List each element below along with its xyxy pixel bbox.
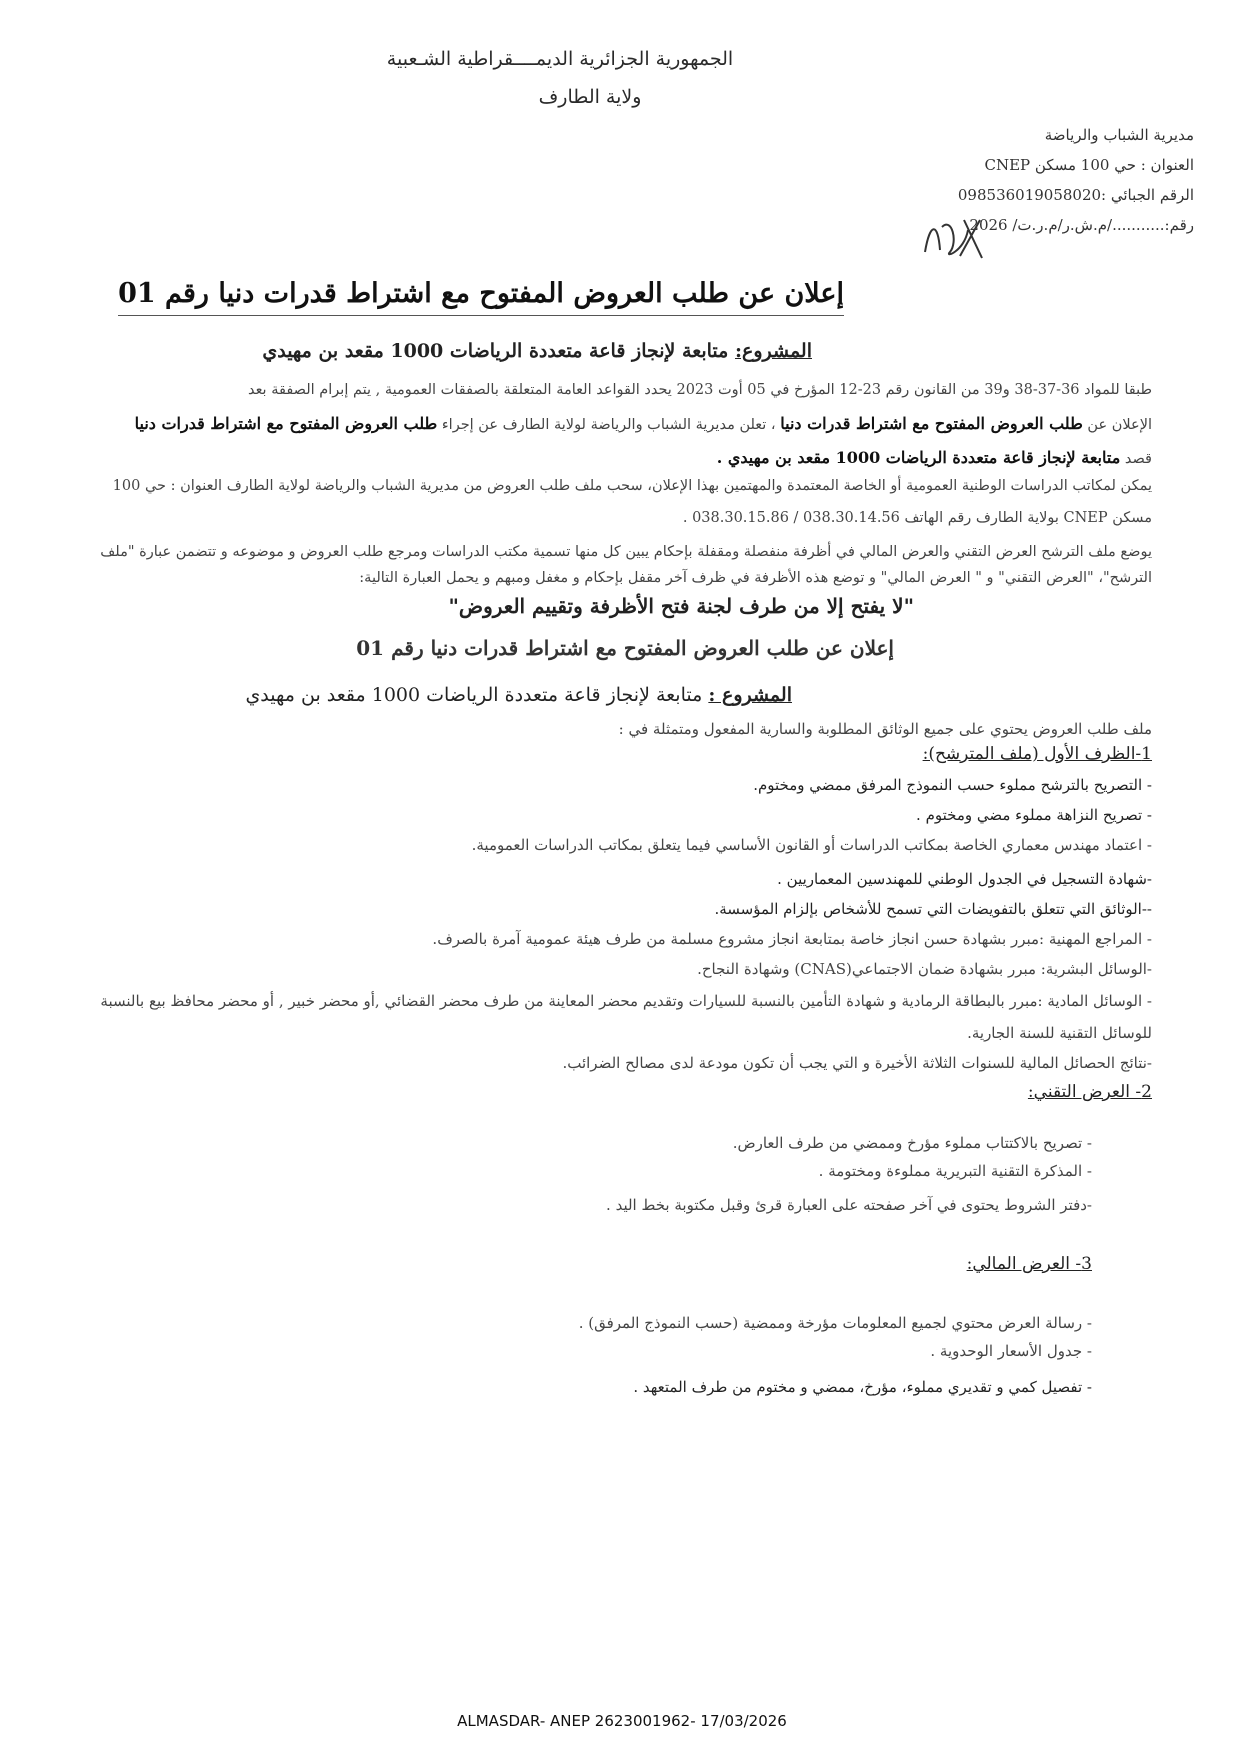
repeat-project-line (245, 684, 792, 706)
section1-item-7: -الوسائل البشرية: مبرر بشهادة ضمان الاجتماعي(CNAS) وشهادة النجاح. (697, 960, 1152, 978)
para2-line1: يمكن لمكاتب الدراسات الوطنية العمومية أو الخاصة المعتمدة والمهتمين بهذا الإعلان، سحب ملف طلب العروض من مديرية الشباب والرياضة لولاية الطارف العنوان : حي 100 (112, 478, 1152, 494)
para1-line2 (135, 414, 1152, 434)
para1-line3-text-a: قصد (1120, 451, 1152, 467)
section1-item-9: للوسائل التقنية للسنة الجارية. (967, 1024, 1152, 1042)
reference-number: رقم:.........../م.ش.ر/م.ر.ت/ 2026 (969, 216, 1194, 234)
repeat-project-label: المشروع : (708, 684, 792, 706)
section3-item-3: - تفصيل كمي و تقديري مملوء، مؤرخ، ممضي و مختوم من طرف المتعهد . (633, 1378, 1092, 1396)
project-text: متابعة لإنجاز قاعة متعددة الرياضات 1000 مقعد بن مهيدي (262, 340, 729, 362)
announcement-title: إعلان عن طلب العروض المفتوح مع اشتراط قدرات دنيا رقم 01 (118, 278, 844, 316)
para1-line2-bold-d: طلب العروض المفتوح مع اشتراط قدرات دنيا (134, 414, 438, 433)
file-contents-intro: ملف طلب العروض يحتوي على جميع الوثائق المطلوبة والسارية المفعول ومتمثلة في : (618, 720, 1152, 738)
handwritten-signature-icon (920, 212, 986, 262)
section1-item-6: - المراجع المهنية :مبرر بشهادة حسن انجاز خاصة بمتابعة انجاز مشروع مسلمة من طرف هيئة عمومية آمرة بالصرف. (432, 930, 1152, 948)
para1-line2-text-c: ، تعلن مديرية الشباب والرياضة لولاية الطارف عن إجراء (437, 417, 781, 433)
para1-line1: طبقا للمواد 36-37-38 و39 من القانون رقم 23-12 المؤرخ في 05 أوت 2023 يحدد القواعد العامة المتعلقة بالصفقات العمومية , يتم إبرام الصفقة بعد (247, 382, 1152, 398)
section3-title: 3- العرض المالي: (966, 1254, 1092, 1274)
directorate-name: مديرية الشباب والرياضة (1044, 126, 1194, 144)
section2-item-3: -دفتر الشروط يحتوى في آخر صفحته على العبارة قرئ وقبل مكتوبة بخط اليد . (606, 1196, 1092, 1214)
wilaya-heading: ولاية الطارف (538, 86, 642, 108)
section2-item-2: - المذكرة التقنية التبريرية مملوءة ومختومة . (818, 1162, 1092, 1180)
republic-heading: الجمهورية الجزائرية الديمــــقراطية الشـعبية (386, 48, 734, 70)
para1-line3 (717, 448, 1152, 468)
section1-item-8: - الوسائل المادية :مبرر بالبطاقة الرمادية و شهادة التأمين بالنسبة للسيارات وتقديم محضر المعاينة من طرف محضر القضائي ,أو محضر خبير , أو محضر محافظ بيع بالنسبة (100, 992, 1152, 1010)
para2-line2: مسكن CNEP بولاية الطارف رقم الهاتف 038.30.14.56 / 038.30.15.86 . (682, 510, 1152, 526)
para1-line2-text-a: الإعلان عن (1082, 417, 1152, 433)
para3-line1: يوضع ملف الترشح العرض التقني والعرض المالي في أظرفة منفصلة ومقفلة بإحكام يبين كل منها تسمية مكتب الدراسات ومرجع طلب العروض و موضوعه و تتضمن عبارة "ملف (100, 544, 1152, 560)
project-line (262, 340, 812, 362)
section1-item-10: -نتائج الحصائل المالية للسنوات الثلاثة الأخيرة و التي يجب أن تكون مودعة لدى مصالح الضرائب. (562, 1054, 1152, 1072)
section3-item-1: - رسالة العرض محتوي لجميع المعلومات مؤرخة وممضية (حسب النموذج المرفق) . (578, 1314, 1092, 1332)
section2-item-1: - تصريح بالاكتتاب مملوء مؤرخ وممضي من طرف العارض. (732, 1134, 1092, 1152)
tax-id: الرقم الجبائي :098536019058020 (957, 186, 1194, 204)
para1-line3-bold-b: متابعة لإنجاز قاعة متعددة الرياضات 1000 مقعد بن مهيدي . (716, 448, 1121, 467)
section1-item-4: -شهادة التسجيل في الجدول الوطني للمهندسين المعماريين . (777, 870, 1152, 888)
repeat-project-text: متابعة لإنجاز قاعة متعددة الرياضات 1000 مقعد بن مهيدي (245, 684, 703, 706)
section1-item-2: - تصريح النزاهة مملوء مضي ومختوم . (916, 806, 1152, 824)
section3-item-2: - جدول الأسعار الوحدوية . (930, 1342, 1092, 1360)
section1-title: 1-الظرف الأول (ملف المترشح): (922, 744, 1152, 764)
repeat-title: إعلان عن طلب العروض المفتوح مع اشتراط قدرات دنيا رقم 01 (356, 636, 894, 660)
issuer-address: العنوان : حي 100 مسكن CNEP (984, 156, 1194, 174)
section2-title: 2- العرض التقني: (1027, 1082, 1152, 1102)
section1-item-3: - اعتماد مهندس معماري الخاصة بمكاتب الدراسات أو القانون الأساسي فيما يتعلق بمكاتب الدراسات العمومية. (471, 836, 1152, 854)
footer-publication-ref: ALMASDAR- ANEP 2623001962- 17/03/2026 (457, 1712, 787, 1730)
envelope-quote: "لا يفتح إلا من طرف لجنة فتح الأظرفة وتقييم العروض" (448, 594, 914, 618)
section1-item-1: - التصريح بالترشح مملوء حسب النموذج المرفق ممضي ومختوم. (753, 776, 1152, 794)
para3-line2: الترشح"، "العرض التقني" و " العرض المالي" و توضع هذه الأظرفة في ظرف آخر مقفل بإحكام و مغفل ومبهم و يحمل العبارة التالية: (359, 570, 1152, 586)
section1-item-5: --الوثائق التي تتعلق بالتفويضات التي تسمح للأشخاص بإلزام المؤسسة. (714, 900, 1152, 918)
para1-line2-bold-b: طلب العروض المفتوح مع اشتراط قدرات دنيا (780, 414, 1083, 433)
project-label: المشروع: (734, 340, 812, 362)
